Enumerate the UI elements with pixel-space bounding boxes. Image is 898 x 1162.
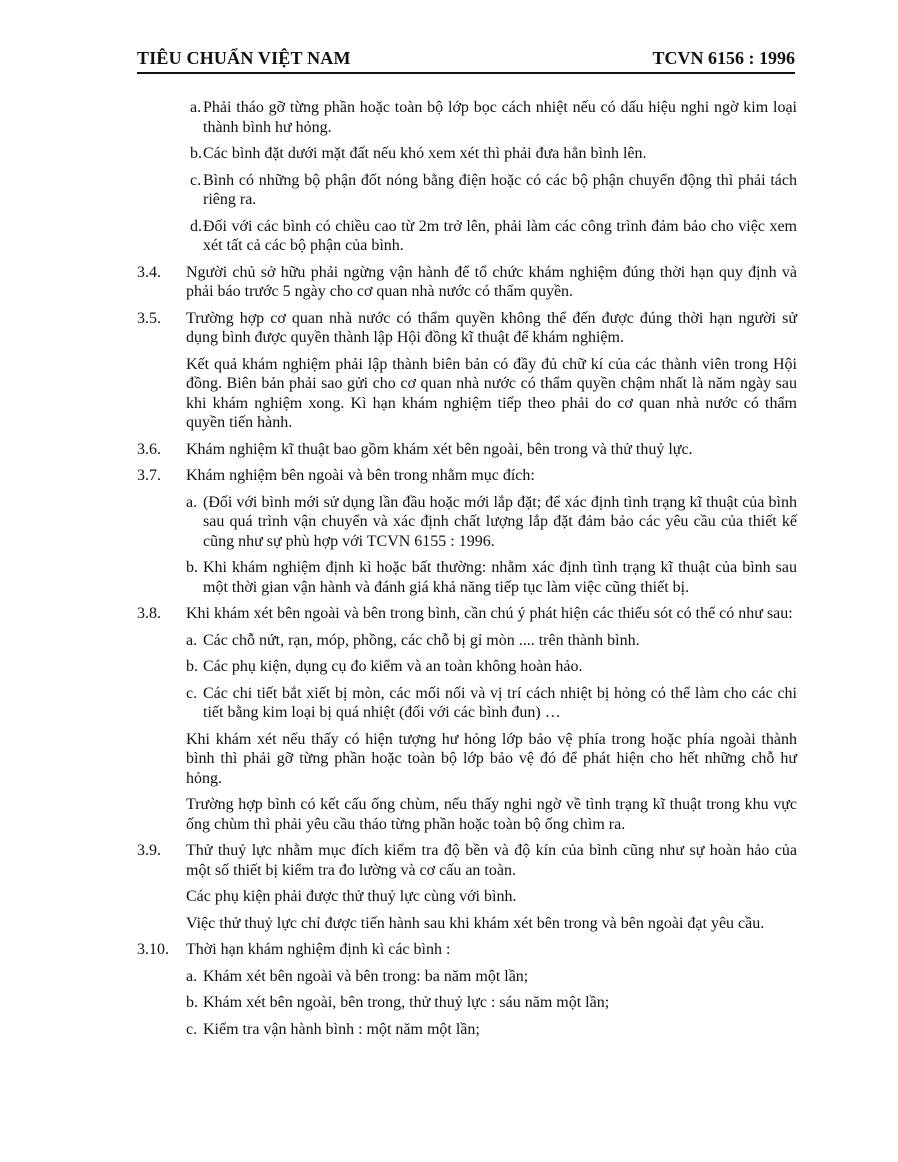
item-letter: a.: [190, 99, 202, 116]
section-number: 3.9.: [137, 842, 161, 859]
item-text: Đối với các bình có chiều cao từ 2m trở lên, phải làm các công trình đảm bảo cho việc xem xét tất cả các bộ phận của bình.: [203, 217, 797, 254]
section-paragraph: Trường hợp bình có kết cấu ống chùm, nếu thấy nghi ngờ về tình trạng kĩ thuật trong khu vực ống chùm thì phải yêu cầu tháo từng phần hoặc toàn bộ ống chìm ra.: [186, 796, 797, 833]
list-item: [186, 171, 797, 210]
item-text: Khám xét bên ngoài và bên trong: ba năm một lần;: [203, 967, 529, 985]
section-text: Thời hạn khám nghiệm định kì các bình :: [186, 941, 451, 958]
section-3-4: [137, 263, 797, 302]
item-text: Bình có những bộ phận đốt nóng bằng điện hoặc có các bộ phận chuyển động thì phải tách riêng ra.: [203, 171, 797, 208]
list-item: [186, 1020, 797, 1040]
list-item: [186, 144, 797, 164]
list-item: [186, 684, 797, 723]
section-3-8: [137, 604, 797, 624]
list-item: [186, 217, 797, 256]
section-number: 3.10.: [137, 941, 169, 958]
header-standard-name: TIÊU CHUẨN VIỆT NAM: [137, 48, 351, 68]
section-paragraph: Các phụ kiện phải được thử thuỷ lực cùng với bình.: [186, 888, 517, 905]
section-text: Khi khám xét bên ngoài và bên trong bình, cần chú ý phát hiện các thiếu sót có thể có như sau:: [186, 605, 793, 622]
section-paragraph: Khi khám xét nếu thấy có hiện tượng hư hỏng lớp bảo vệ phía trong hoặc phía ngoài thành bình thì phải gỡ từng phần hoặc toàn bộ lớp bảo vệ đó để phát hiện cho hết những chỗ hư hỏng.: [186, 730, 797, 787]
list-item: [186, 493, 797, 552]
list-item: [186, 967, 797, 987]
section-number: 3.7.: [137, 467, 161, 484]
item-letter: b.: [186, 658, 198, 675]
section-number: 3.6.: [137, 440, 161, 458]
item-letter: b.: [190, 145, 202, 162]
section-3-6: [137, 440, 797, 460]
item-text: Khám xét bên ngoài, bên trong, thử thuỷ lực : sáu năm một lần;: [203, 994, 610, 1011]
item-letter: a.: [186, 493, 198, 511]
item-letter: d.: [190, 217, 202, 235]
section-text: Khám nghiệm kĩ thuật bao gồm khám xét bên ngoài, bên trong và thử thuỷ lực.: [186, 440, 693, 458]
item-letter: b.: [186, 559, 198, 576]
section-paragraph: Kết quả khám nghiệm phải lập thành biên bản có đầy đủ chữ kí của các thành viên trong Hội đồng. Biên bản phải sao gửi cho cơ quan nhà nước có thẩm quyền chậm nhất là năm ngày sau khi khám nghiệm xong. Kì hạn khám nghiệm tiếp theo phải do cơ quan nhà nước có thẩm quyền tiến hành.: [186, 355, 797, 431]
item-text: Khi khám nghiệm định kì hoặc bất thường: nhằm xác định tình trạng kĩ thuật của bình sau một thời gian vận hành và đánh giá khả năng tiếp tục làm việc cũng thiết bị.: [203, 559, 797, 596]
section-3-10: [137, 940, 797, 960]
section-3-7: [137, 466, 797, 486]
section-number: 3.4.: [137, 263, 161, 281]
list-item: [186, 631, 797, 651]
item-text: Các phụ kiện, dụng cụ đo kiểm và an toàn không hoàn hảo.: [203, 658, 583, 675]
document-body: [137, 98, 797, 1046]
item-text: (Đối với bình mới sử dụng lần đầu hoặc mới lắp đặt; để xác định tình trạng kĩ thuật của bình sau quá trình vận chuyển và xác định chất lượng lắp đặt đảm bảo các yêu cầu của thiết kế cũng như sự phù hợp với TCVN 6155 : 1996.: [203, 493, 797, 550]
item-letter: a.: [186, 631, 198, 649]
item-text: Kiểm tra vận hành bình : một năm một lần;: [203, 1020, 480, 1038]
section-3-5: [137, 309, 797, 348]
item-letter: c.: [186, 1020, 198, 1038]
item-text: Các bình đặt dưới mặt đất nếu khó xem xét thì phải đưa hẳn bình lên.: [203, 145, 647, 162]
item-letter: a.: [186, 967, 198, 985]
section-text: Người chủ sở hữu phải ngừng vận hành để tổ chức khám nghiệm đúng thời hạn quy định và phải báo trước 5 ngày cho cơ quan nhà nước có thẩm quyền.: [186, 263, 797, 300]
item-letter: c.: [186, 684, 198, 702]
section-number: 3.5.: [137, 309, 161, 327]
item-letter: b.: [186, 994, 198, 1011]
page-header: [137, 48, 795, 74]
section-paragraph: Việc thử thuỷ lực chỉ được tiến hành sau khi khám xét bên trong và bên ngoài đạt yêu cầu.: [186, 914, 765, 932]
item-letter: c.: [190, 171, 202, 189]
section-number: 3.8.: [137, 605, 161, 622]
list-item: [186, 558, 797, 597]
section-text: Thử thuỷ lực nhằm mục đích kiểm tra độ bền và độ kín của bình cũng như sự hoàn hảo của một số thiết bị kiểm tra đo lường và cơ cấu an toàn.: [186, 842, 797, 879]
section-text: Khám nghiệm bên ngoài và bên trong nhằm mục đích:: [186, 467, 535, 484]
header-standard-code: TCVN 6156 : 1996: [652, 48, 795, 68]
section-text: Trường hợp cơ quan nhà nước có thẩm quyền không thể đến được đúng thời hạn người sử dụng bình được quyền thành lập Hội đồng kĩ thuật để khám nghiệm.: [186, 309, 797, 346]
list-item: [186, 993, 797, 1013]
list-item: [186, 98, 797, 137]
list-item: [186, 657, 797, 677]
item-text: Các chi tiết bắt xiết bị mòn, các mối nối và vị trí cách nhiệt bị hỏng có thể làm cho các chi tiết bằng kim loại bị quá nhiệt (đối với các bình đun) …: [203, 684, 797, 721]
item-text: Các chỗ nứt, rạn, móp, phồng, các chỗ bị gỉ mòn .... trên thành bình.: [203, 631, 640, 649]
section-3-9: [137, 841, 797, 880]
item-text: Phải tháo gỡ từng phần hoặc toàn bộ lớp bọc cách nhiệt nếu có dấu hiệu nghi ngờ kim loại thành bình hư hỏng.: [203, 99, 797, 136]
